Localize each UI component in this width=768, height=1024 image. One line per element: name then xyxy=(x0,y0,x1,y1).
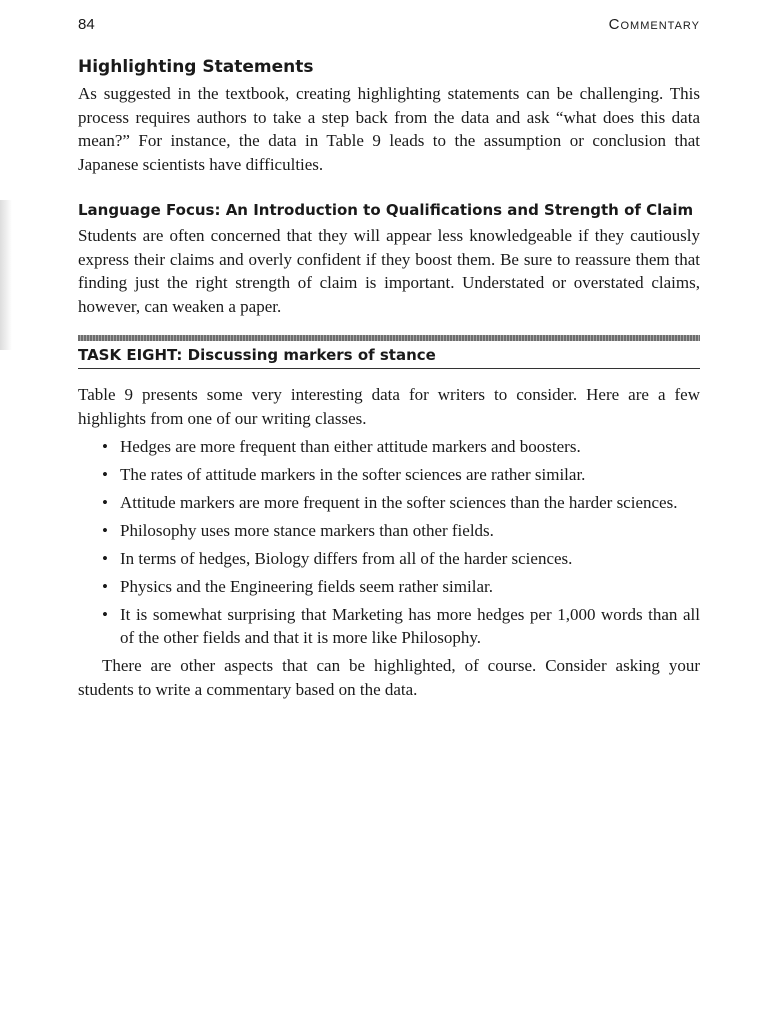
list-item xyxy=(78,435,700,459)
list-item-text: Physics and the Engineering fields seem rather similar. xyxy=(120,576,493,596)
running-head xyxy=(78,16,700,40)
list-item xyxy=(78,603,700,650)
list-item-text: Hedges are more frequent than either attitude markers and boosters. xyxy=(120,436,581,456)
list-item xyxy=(78,491,700,515)
highlights-list xyxy=(78,435,700,650)
list-item xyxy=(78,547,700,571)
page xyxy=(78,16,700,701)
bullet-icon: • xyxy=(102,492,108,512)
bullet-icon: • xyxy=(102,576,108,596)
list-item-text: Philosophy uses more stance markers than other fields. xyxy=(120,520,494,540)
bullet-icon: • xyxy=(102,548,108,568)
task-intro-paragraph: Table 9 presents some very interesting data for writers to consider. Here are a few highlights from one of our writing classes. xyxy=(78,385,700,428)
task-title: TASK EIGHT: Discussing markers of stance xyxy=(78,341,700,369)
page-number: 84 xyxy=(78,16,95,33)
paragraph-highlighting: As suggested in the textbook, creating highlighting statements can be challenging. This process requires authors to take a step back from the data and ask “what does this data mean?” For instance, the data in Table 9 leads to the assumption or conclusion that Japanese scientists have difficulties. xyxy=(78,84,700,174)
list-item-text: The rates of attitude markers in the softer sciences are rather similar. xyxy=(120,464,586,484)
running-section-title: Commentary xyxy=(608,16,700,33)
bullet-icon: • xyxy=(102,604,108,624)
list-item xyxy=(78,519,700,543)
section-heading-highlighting: Highlighting Statements xyxy=(78,57,314,77)
bullet-icon: • xyxy=(102,520,108,540)
list-item-text: Attitude markers are more frequent in the softer sciences than the harder sciences. xyxy=(120,492,678,512)
list-item xyxy=(78,575,700,599)
list-item-text: It is somewhat surprising that Marketing has more hedges per 1,000 words than all of the other fields and that it is more like Philosophy. xyxy=(120,604,700,647)
section-heading-language-focus: Language Focus: An Introduction to Qualifications and Strength of Claim xyxy=(78,201,694,219)
list-item xyxy=(78,463,700,487)
list-item-text: In terms of hedges, Biology differs from all of the harder sciences. xyxy=(120,548,573,568)
bullet-icon: • xyxy=(102,464,108,484)
closing-paragraph: There are other aspects that can be highlighted, of course. Consider asking your students to write a commentary based on the data. xyxy=(78,656,700,699)
scan-edge-shadow xyxy=(0,200,12,350)
bullet-icon: • xyxy=(102,436,108,456)
paragraph-language-focus: Students are often concerned that they will appear less knowledgeable if they cautiously express their claims and overly confident if they boost them. Be sure to reassure them that finding just the right strength of claim is important. Understated or overstated claims, however, can weaken a paper. xyxy=(78,226,700,316)
